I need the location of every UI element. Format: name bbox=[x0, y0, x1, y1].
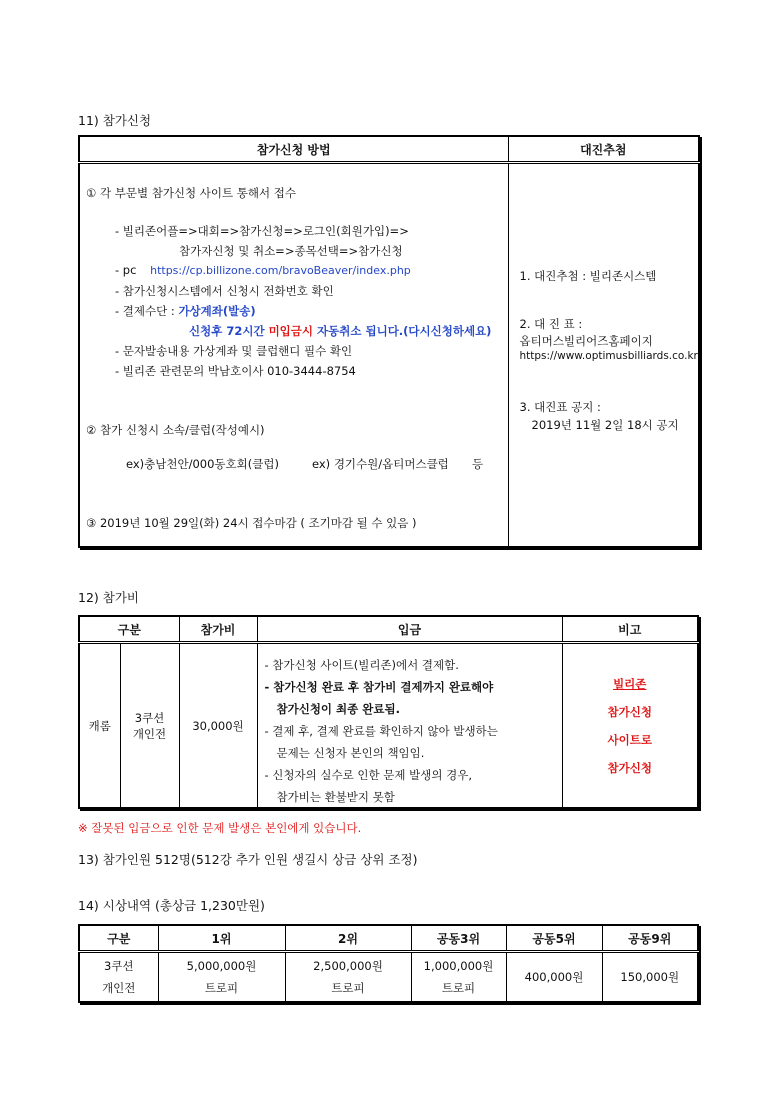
prize-3rd-trophy: 트로피 bbox=[441, 981, 476, 995]
cancel-part-a: 신청후 72시간 bbox=[189, 324, 265, 338]
example-2: ex) 경기수원/옵티머스클럽 bbox=[312, 457, 449, 471]
prize-category bbox=[79, 952, 158, 1003]
example-etc: 등 bbox=[472, 457, 484, 471]
prize-3rd-amount: 1,000,000원 bbox=[423, 959, 494, 973]
prize-2nd-trophy: 트로피 bbox=[331, 981, 365, 995]
header-method: 참가신청 방법 bbox=[79, 136, 508, 163]
note-line-3: 사이트로 bbox=[607, 732, 652, 747]
cancel-part-b: 미입금시 bbox=[268, 324, 314, 338]
header-draw: 대진추첨 bbox=[508, 136, 699, 163]
cancel-part-c: 자동취소 됩니다.(다시신청하세요) bbox=[317, 324, 492, 338]
fee-warning: ※ 잘못된 입금으로 인한 문제 발생은 본인에게 있습니다. bbox=[78, 821, 362, 835]
fee-header-deposit: 입금 bbox=[257, 616, 562, 643]
pay-line bbox=[115, 303, 256, 319]
item-1: ① 각 부문별 참가신청 사이트 통해서 접수 bbox=[86, 186, 296, 200]
deposit-line-4: - 결제 후, 결제 완료를 확인하지 않아 발생하는 bbox=[264, 724, 498, 738]
note-line-2: 참가신청 bbox=[607, 704, 652, 719]
prize-1st-amount: 5,000,000원 bbox=[186, 959, 257, 973]
fee-cat-carom: 캐롬 bbox=[79, 643, 120, 809]
cancel-notice bbox=[189, 323, 491, 339]
prize-3rd bbox=[411, 952, 506, 1003]
item-3: ③ 2019년 10월 29일(화) 24시 접수마감 ( 조기마감 될 수 있음 ) bbox=[86, 516, 417, 530]
section-14-title: 14) 시상내역 (총상금 1,230만원) bbox=[78, 898, 265, 913]
prize-cat-line-1: 3쿠션 bbox=[103, 959, 134, 973]
prize-header-1st: 1위 bbox=[158, 925, 285, 952]
draw-cell bbox=[508, 163, 699, 548]
draw-3-label: 3. 대진표 공지 : bbox=[519, 400, 601, 414]
fee-header-note: 비고 bbox=[562, 616, 698, 643]
prize-header-3rd: 공동3위 bbox=[411, 925, 506, 952]
pc-url-link[interactable]: https://cp.billizone.com/bravoBeaver/index.php bbox=[150, 264, 411, 277]
deposit-cell bbox=[257, 643, 562, 809]
deposit-line-2: - 참가신청 완료 후 참가비 결제까지 완료해야 bbox=[264, 680, 494, 694]
note-billizone-link[interactable]: 빌리존 bbox=[613, 676, 647, 691]
registration-table bbox=[78, 135, 700, 548]
fee-amount: 30,000원 bbox=[179, 643, 257, 809]
note-line-4: 참가신청 bbox=[607, 760, 652, 775]
prize-1st-trophy: 트로피 bbox=[204, 981, 239, 995]
prize-cat-line-2: 개인전 bbox=[102, 981, 136, 995]
fee-header-amount: 참가비 bbox=[179, 616, 257, 643]
draw-2-url-link[interactable]: https://www.optimusbilliards.co.kr bbox=[519, 350, 698, 362]
fee-header-category: 구분 bbox=[79, 616, 179, 643]
prize-header-2nd: 2위 bbox=[285, 925, 411, 952]
path-line-1: - 빌리존어플=>대회=>참가신청=>로그인(회원가입)=> bbox=[115, 224, 409, 238]
pay-label: - 결제수단 : bbox=[115, 304, 175, 318]
fee-cat-3cushion bbox=[120, 643, 179, 809]
item-2: ② 참가 신청시 소속/클럽(작성예시) bbox=[86, 423, 265, 437]
prize-9th: 150,000원 bbox=[602, 952, 698, 1003]
method-cell bbox=[79, 163, 508, 548]
sms-line: - 문자발송내용 가상계좌 및 클럽핸디 필수 확인 bbox=[115, 344, 353, 358]
prize-5th: 400,000원 bbox=[506, 952, 602, 1003]
prize-1st bbox=[158, 952, 285, 1003]
draw-1: 1. 대진추첨 : 빌리존시스템 bbox=[519, 269, 657, 283]
prize-header-5th: 공동5위 bbox=[506, 925, 602, 952]
fee-table bbox=[78, 615, 699, 809]
fee-cat-line-2: 개인전 bbox=[132, 726, 167, 741]
deposit-line-6: - 신청자의 실수로 인한 문제 발생의 경우, bbox=[264, 768, 472, 782]
section-11-title: 11) 참가신청 bbox=[78, 113, 152, 128]
path-line-2: 참가자신청 및 취소=>종목선택=>참가신청 bbox=[179, 244, 403, 258]
fee-cat-line-1: 3쿠션 bbox=[134, 710, 165, 725]
prize-table bbox=[78, 924, 699, 1003]
phone-check: - 참가신청시스템에서 신청시 전화번호 확인 bbox=[115, 284, 334, 298]
pc-label: - pc bbox=[115, 263, 137, 277]
deposit-line-1: - 참가신청 사이트(빌리존)에서 결제함. bbox=[264, 658, 459, 672]
pay-value: 가상계좌(발송) bbox=[178, 304, 256, 318]
prize-2nd-amount: 2,500,000원 bbox=[313, 959, 383, 973]
example-1: ex)충남천안/000동호회(클럽) bbox=[126, 457, 279, 471]
draw-3-date: 2019년 11월 2일 18시 공지 bbox=[531, 418, 679, 432]
prize-header-category: 구분 bbox=[79, 925, 158, 952]
deposit-line-5: 문제는 신청자 본인의 책임임. bbox=[276, 746, 425, 760]
draw-2-label: 2. 대 진 표 : bbox=[519, 317, 583, 331]
section-13-title: 13) 참가인원 512명(512강 추가 인원 생길시 상금 상위 조정) bbox=[78, 852, 418, 867]
prize-2nd bbox=[285, 952, 411, 1003]
draw-2-site: 옵티머스빌리어즈홈페이지 bbox=[519, 334, 653, 348]
section-12-title: 12) 참가비 bbox=[78, 590, 139, 605]
note-cell bbox=[562, 643, 698, 809]
prize-header-9th: 공동9위 bbox=[602, 925, 698, 952]
deposit-line-3: 참가신청이 최종 완료됨. bbox=[276, 702, 400, 716]
deposit-line-7: 참가비는 환불받지 못함 bbox=[276, 790, 395, 804]
contact-line: - 빌리존 관련문의 박남호이사 010-3444-8754 bbox=[115, 364, 356, 378]
pc-line bbox=[115, 263, 411, 277]
